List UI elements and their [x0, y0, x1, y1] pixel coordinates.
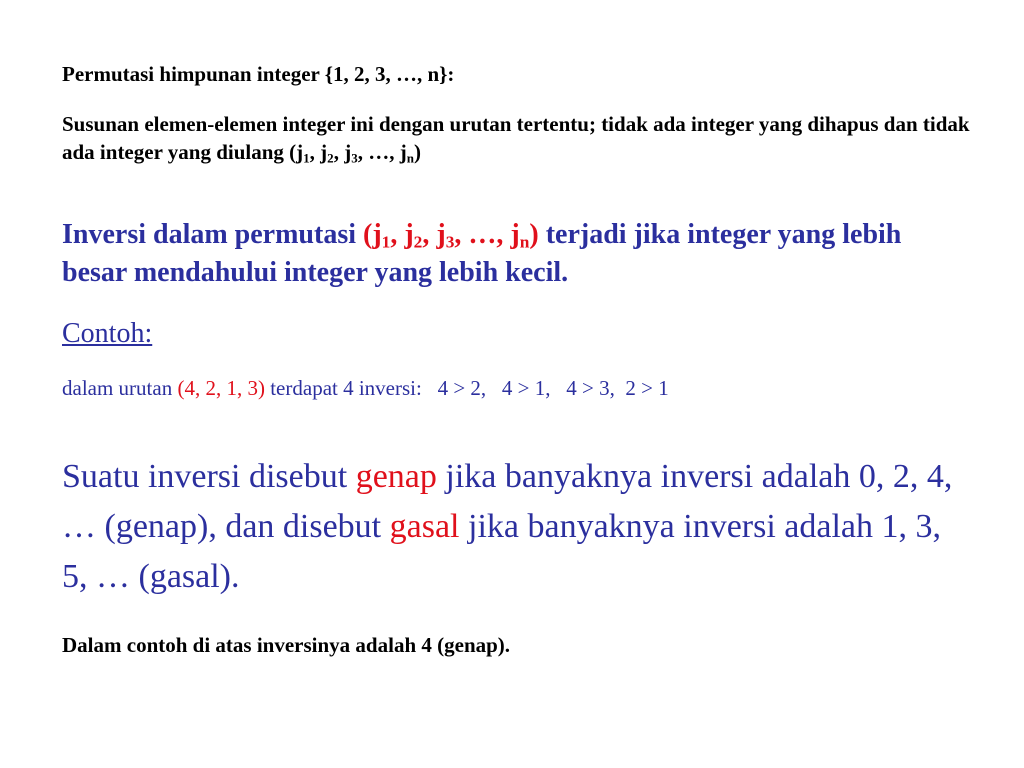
j-symbol: j — [344, 140, 352, 164]
ellipsis: … — [468, 219, 497, 250]
subscript-n: n — [406, 150, 414, 166]
permutation-notation — [363, 219, 539, 250]
parity-definition — [62, 452, 962, 602]
subscript-2: 2 — [413, 232, 423, 252]
subscript-1: 1 — [303, 150, 310, 166]
j-symbol: j — [436, 219, 446, 250]
permutation-heading: Permutasi himpunan integer {1, 2, 3, …, n}: — [62, 62, 455, 86]
definition-text: Susunan elemen-elemen integer ini dengan urutan tertentu; tidak ada integer yang dihapus dan tidak ada integer yang diulang ( — [62, 112, 970, 164]
j-symbol: j — [404, 219, 414, 250]
subscript-1: 1 — [381, 232, 391, 252]
permutation-definition — [62, 110, 982, 166]
separator: , — [333, 140, 345, 164]
j-symbol: j — [320, 140, 328, 164]
separator: , — [309, 140, 321, 164]
parity-text-1: Suatu inversi disebut — [62, 458, 356, 495]
parity-text-2: jika banyaknya inversi adalah 0, 2, 4, … (genap), dan disebut — [62, 458, 953, 545]
subscript-2: 2 — [327, 150, 334, 166]
even-word: genap — [355, 458, 437, 495]
separator: , — [422, 219, 437, 250]
subscript-3: 3 — [351, 150, 358, 166]
inversion-definition — [62, 216, 962, 292]
inversion-text-start: Inversi dalam permutasi — [62, 219, 363, 250]
example-inversions: terdapat 4 inversi: 4 > 2, 4 > 1, 4 > 3, 2 > 1 — [264, 376, 669, 400]
example-sequence: (4, 2, 1, 3) — [177, 376, 265, 400]
inversion-text-end: terjadi jika integer yang lebih besar mendahului integer yang lebih kecil. — [62, 219, 902, 288]
j-symbol: j — [399, 140, 407, 164]
separator: , — [389, 140, 400, 164]
example-prefix: dalam urutan — [62, 376, 178, 400]
parity-text-3: jika banyaknya inversi adalah 1, 3, 5, … (gasal). — [62, 508, 942, 595]
separator: , — [454, 219, 469, 250]
separator: , — [357, 140, 369, 164]
example-line — [62, 376, 669, 401]
example-heading: Contoh: — [62, 318, 153, 349]
ellipsis: … — [368, 140, 390, 164]
opening-paren: ( — [363, 219, 373, 250]
separator: , — [496, 219, 511, 250]
subscript-3: 3 — [445, 232, 455, 252]
conclusion: Dalam contoh di atas inversinya adalah 4 (genap). — [62, 633, 511, 657]
odd-word: gasal — [389, 508, 460, 545]
closing-paren: ) — [529, 219, 539, 250]
subscript-n: n — [519, 232, 530, 252]
j-symbol: j — [296, 140, 304, 164]
separator: , — [390, 219, 405, 250]
j-symbol: j — [510, 219, 520, 250]
j-symbol: j — [372, 219, 382, 250]
closing-paren: ) — [413, 140, 421, 164]
